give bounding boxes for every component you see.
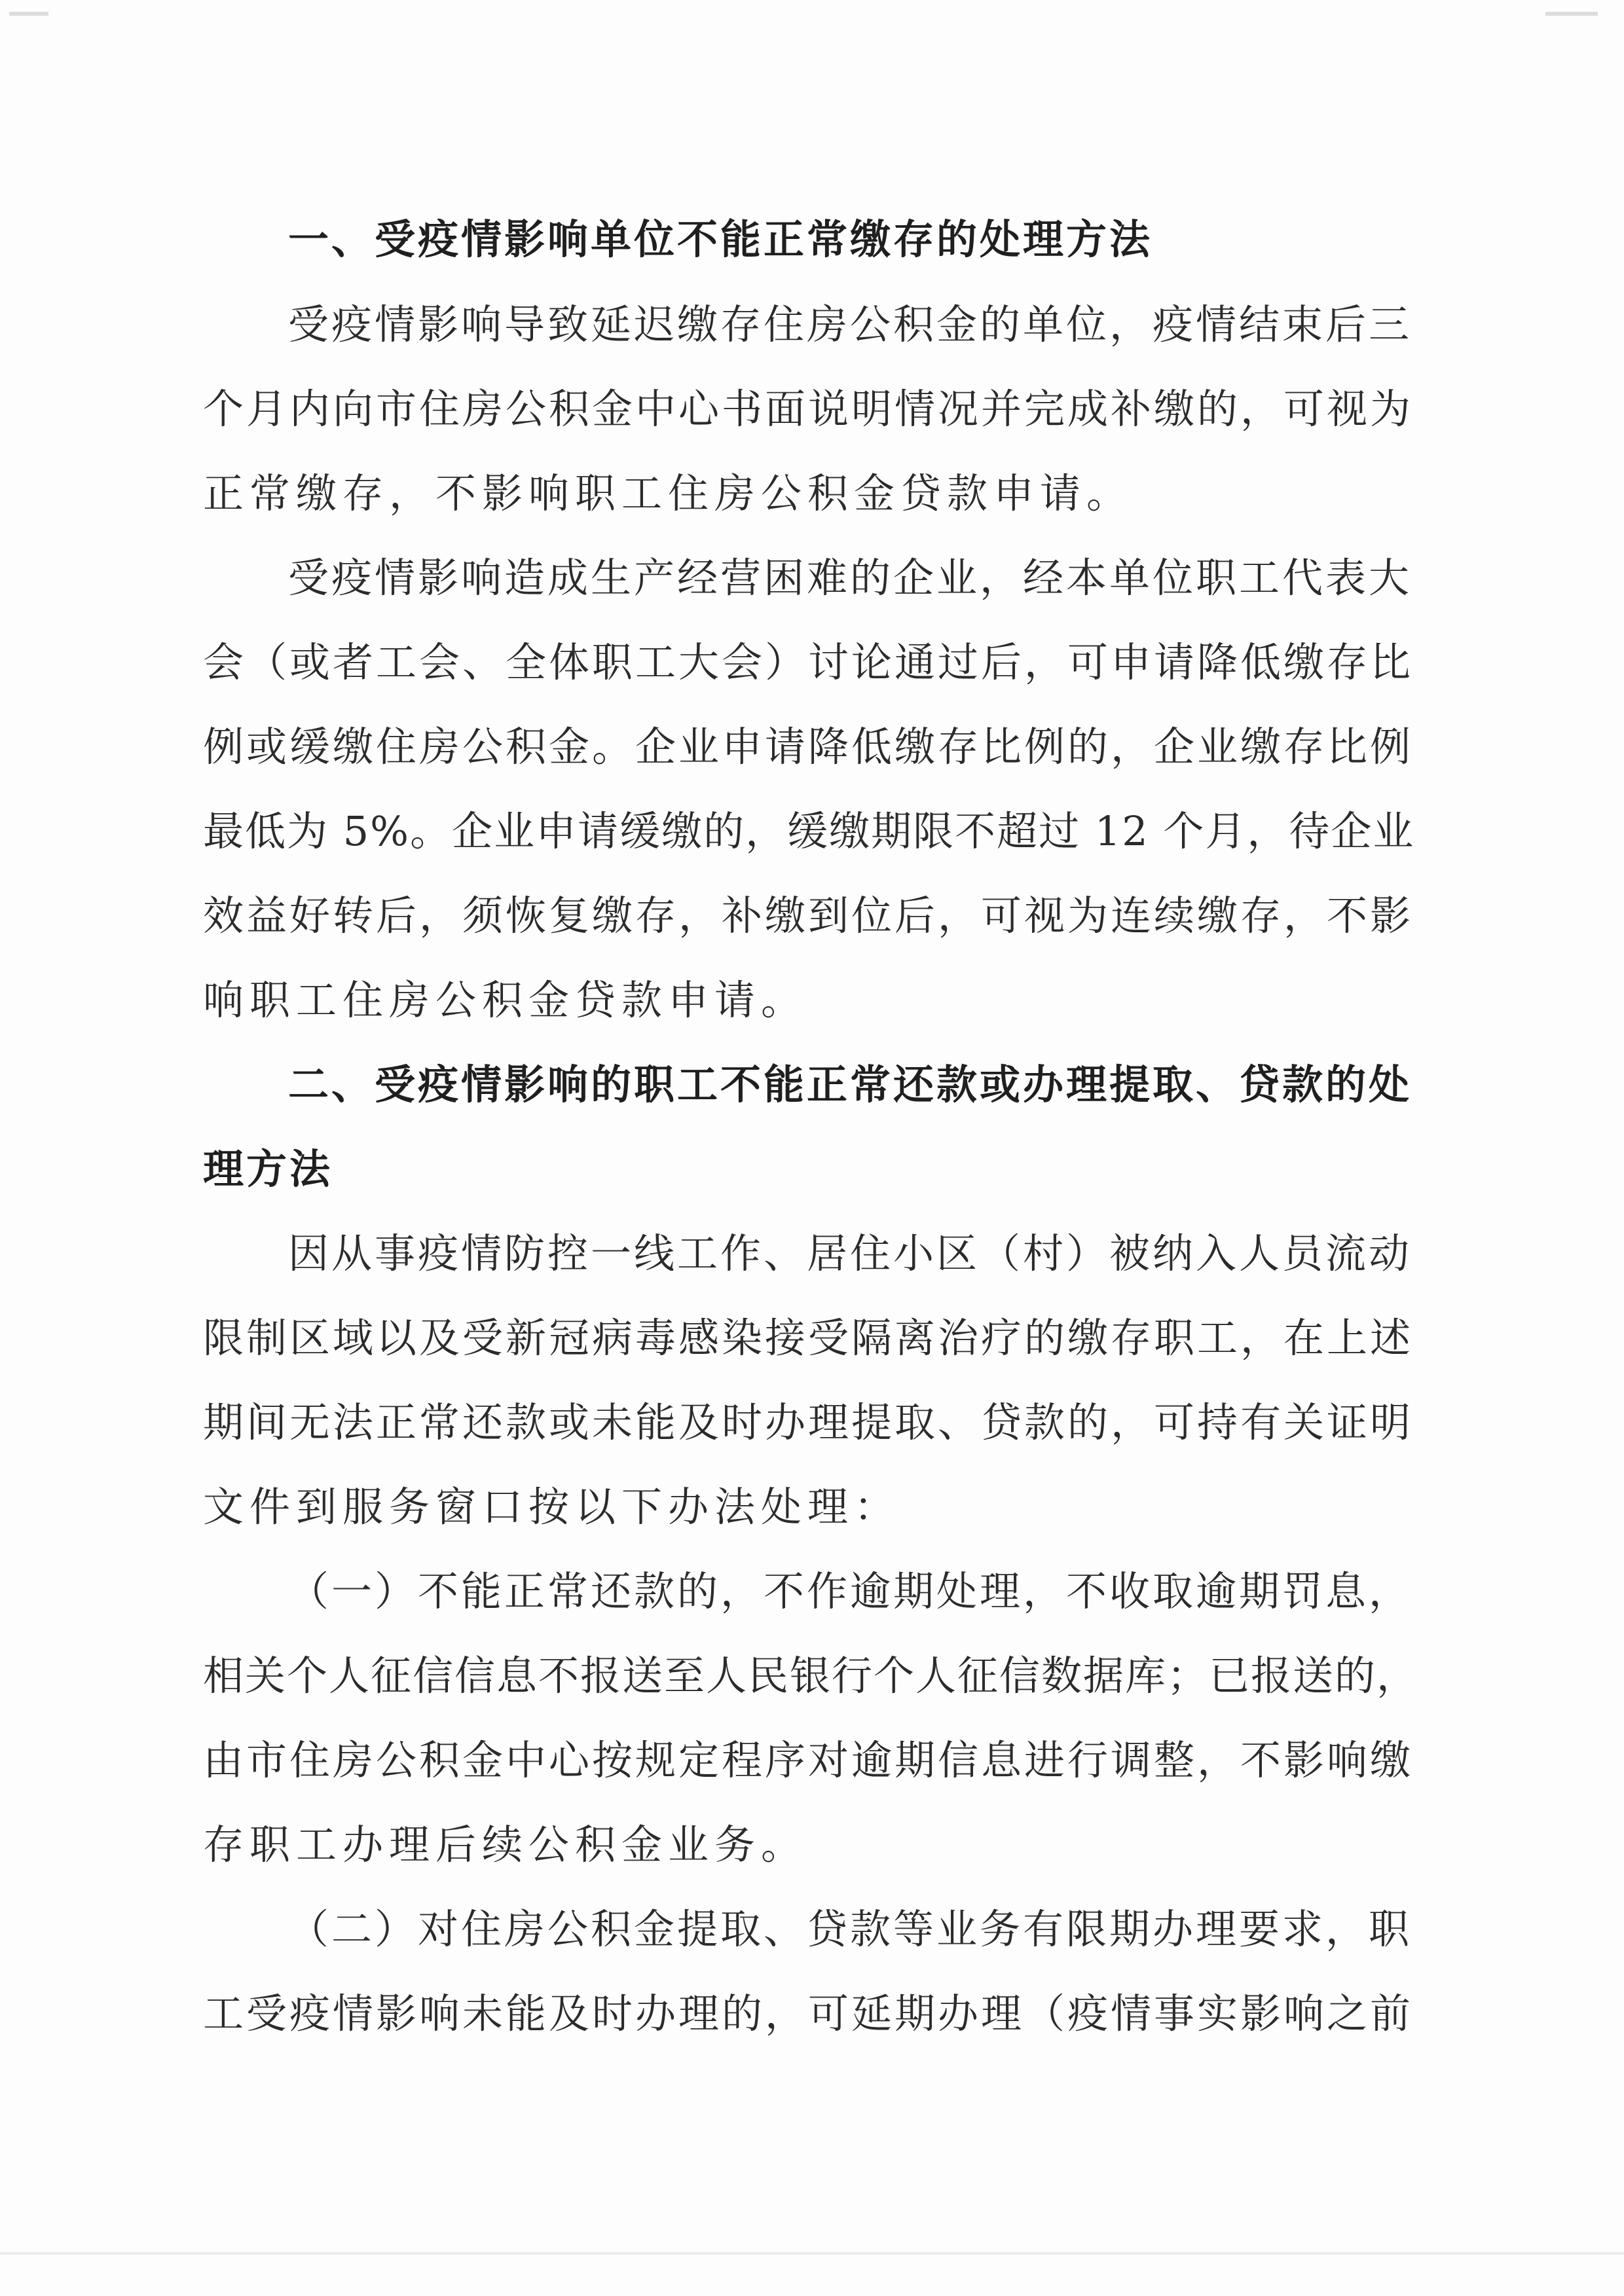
section-heading-1: 一、受疫情影响单位不能正常缴存的处理方法 [288, 215, 1153, 263]
paragraph-line: 会（或者工会、全体职工大会）讨论通过后，可申请降低缴存比 [203, 638, 1414, 686]
list-item-line: （一）不能正常还款的，不作逾期处理，不收取逾期罚息， [288, 1567, 1412, 1615]
paragraph-line: 受疫情影响造成生产经营困难的企业，经本单位职工代表大 [288, 554, 1412, 602]
paragraph-line: 文件到服务窗口按以下办法处理： [203, 1483, 901, 1531]
paragraph-line: 因从事疫情防控一线工作、居住小区（村）被纳入人员流动 [288, 1230, 1412, 1277]
paragraph-line: 限制区域以及受新冠病毒感染接受隔离治疗的缴存职工，在上述 [203, 1314, 1414, 1362]
scan-edge-mark [9, 12, 48, 16]
paragraph-line: 效益好转后，须恢复缴存，补缴到位后，可视为连续缴存，不影 [203, 892, 1414, 939]
paragraph-line: 受疫情影响导致延迟缴存住房公积金的单位，疫情结束后三 [288, 301, 1412, 348]
paragraph-line: 正常缴存，不影响职工住房公积金贷款申请。 [203, 469, 1134, 517]
paragraph-line: 个月内向市住房公积金中心书面说明情况并完成补缴的，可视为 [203, 385, 1414, 433]
section-heading-2-continued: 理方法 [203, 1145, 333, 1193]
list-item-line: 相关个人征信信息不报送至人民银行个人征信数据库；已报送的， [203, 1652, 1419, 1700]
list-item-line: 存职工办理后续公积金业务。 [203, 1821, 808, 1868]
paragraph-line: 期间无法正常还款或未能及时办理提取、贷款的，可持有关证明 [203, 1398, 1414, 1446]
list-item-line: 工受疫情影响未能及时办理的，可延期办理（疫情事实影响之前 [203, 1990, 1414, 2037]
paragraph-line: 响职工住房公积金贷款申请。 [203, 976, 808, 1024]
list-item-line: 由市住房公积金中心按规定程序对逾期信息进行调整，不影响缴 [203, 1736, 1414, 1784]
list-item-line: （二）对住房公积金提取、贷款等业务有限期办理要求，职 [288, 1905, 1412, 1953]
scan-bottom-edge [0, 2252, 1624, 2255]
paragraph-line: 最低为 5%。企业申请缓缴的，缓缴期限不超过 12 个月，待企业 [203, 807, 1415, 855]
scan-edge-mark [1545, 12, 1598, 16]
section-heading-2: 二、受疫情影响的职工不能正常还款或办理提取、贷款的处 [288, 1061, 1412, 1108]
paragraph-line: 例或缓缴住房公积金。企业申请降低缴存比例的，企业缴存比例 [203, 723, 1414, 771]
